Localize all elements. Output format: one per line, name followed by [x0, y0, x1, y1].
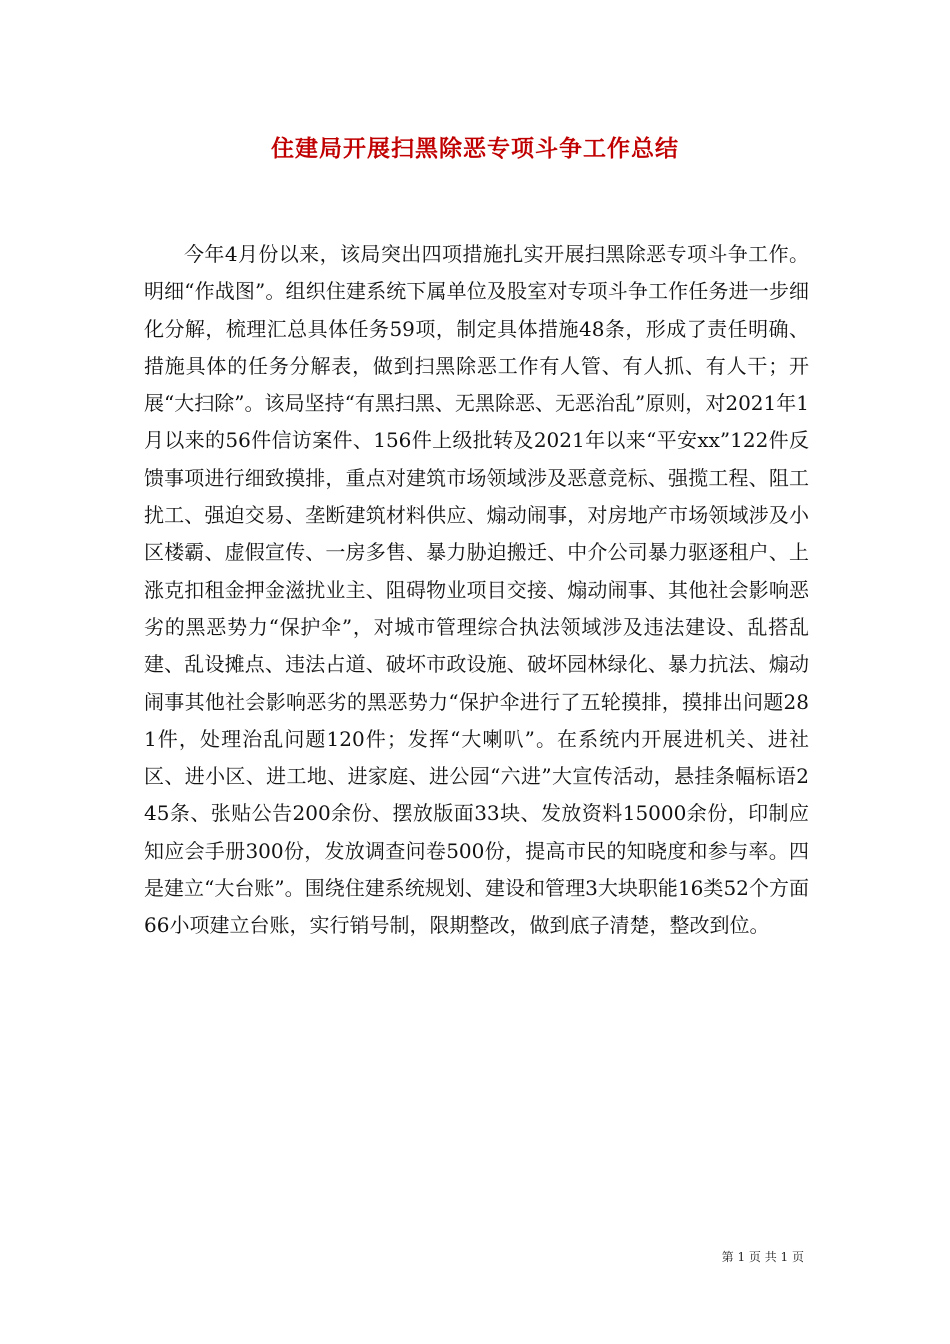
- document-body-paragraph: 今年4月份以来，该局突出四项措施扎实开展扫黑除恶专项斗争工作。明细“作战图”。组织住建系统下属单位及股室对专项斗争工作任务进一步细化分解，梳理汇总具体任务59项，制定具体措施48条，形成了责任明确、措施具体的任务分解表，做到扫黑除恶工作有人管、有人抓、有人干；开展“大扫除”。该局坚持“有黑扫黑、无黑除恶、无恶治乱”原则，对2021年1月以来的56件信访案件、156件上级批转及2021年以来“平安xx”122件反馈事项进行细致摸排，重点对建筑市场领域涉及恶意竞标、强揽工程、阻工扰工、强迫交易、垄断建筑材料供应、煽动闹事，对房地产市场领域涉及小区楼霸、虚假宣传、一房多售、暴力胁迫搬迁、中介公司暴力驱逐租户、上涨克扣租金押金滋扰业主、阻碍物业项目交接、煽动闹事、其他社会影响恶劣的黑恶势力“保护伞”，对城市管理综合执法领域涉及违法建设、乱搭乱建、乱设摊点、违法占道、破坏市政设施、破坏园林绿化、暴力抗法、煽动闹事其他社会影响恶劣的黑恶势力“保护伞进行了五轮摸排，摸排出问题281件，处理治乱问题120件；发挥“大喇叭”。在系统内开展进机关、进社区、进小区、进工地、进家庭、进公园“六进”大宣传活动，悬挂条幅标语245条、张贴公告200余份、摆放版面33块、发放资料15000余份，印制应知应会手册300份，发放调查问卷500份，提高市民的知晓度和参与率。四是建立“大台账”。围绕住建系统规划、建设和管理3大块职能16类52个方面66小项建立台账，实行销号制，限期整改，做到底子清楚，整改到位。: [144, 242, 809, 938]
- page-number-footer: 第 1 页 共 1 页: [721, 1250, 804, 1264]
- document-title: 住建局开展扫黑除恶专项斗争工作总结: [271, 135, 679, 162]
